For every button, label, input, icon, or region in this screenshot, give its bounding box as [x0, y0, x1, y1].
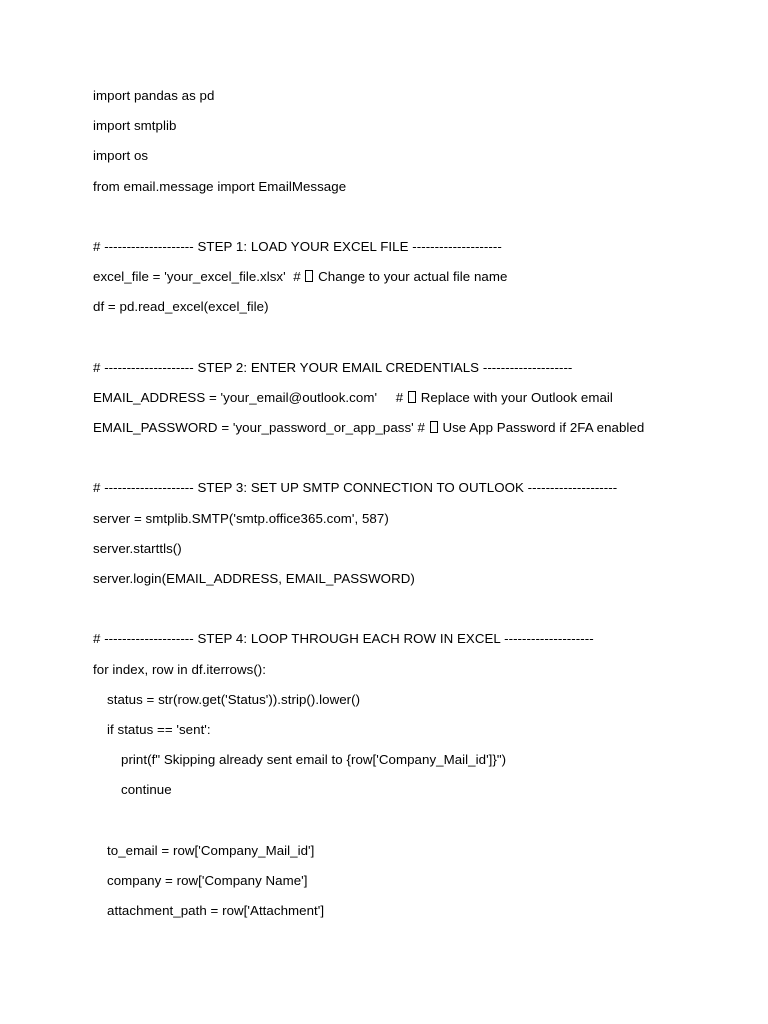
code-line: from email.message import EmailMessage: [93, 178, 347, 194]
code-line: continue: [121, 782, 172, 798]
code-comment-text: Use App Password if 2FA enabled: [438, 420, 645, 436]
blank-line: [93, 599, 733, 629]
code-line: if status == 'sent':: [107, 721, 211, 737]
code-line: import pandas as pd: [93, 88, 215, 103]
code-text: EMAIL_ADDRESS = 'your_email@outlook.com' #: [93, 389, 407, 405]
blank-line: [93, 328, 733, 358]
code-line: attachment_path = row['Attachment']: [107, 903, 325, 919]
code-line: server = smtplib.SMTP('smtp.office365.com', 587): [93, 510, 389, 526]
missing-emoji-glyph-icon: [430, 421, 438, 433]
code-comment-text: Change to your actual file name: [314, 269, 508, 285]
code-line: server.login(EMAIL_ADDRESS, EMAIL_PASSWORD): [93, 571, 415, 586]
section-comment-step-4: # -------------------- STEP 4: LOOP THROUGH EACH ROW IN EXCEL --------------------: [93, 631, 594, 647]
section-comment-step-1: # -------------------- STEP 1: LOAD YOUR EXCEL FILE --------------------: [93, 238, 502, 254]
code-line: for index, row in df.iterrows():: [93, 661, 267, 677]
missing-emoji-glyph-icon: [305, 270, 313, 282]
missing-emoji-glyph-icon: [408, 391, 416, 403]
code-line: print(f" Skipping already sent email to {row['Company_Mail_id']}"): [121, 752, 507, 768]
blank-line: [93, 448, 733, 478]
code-text: excel_file = 'your_excel_file.xlsx' #: [93, 269, 305, 285]
code-line: [93, 388, 733, 418]
code-line: import os: [93, 148, 149, 164]
blank-line: [93, 207, 733, 237]
code-line: df = pd.read_excel(excel_file): [93, 299, 269, 315]
code-line: server.starttls(): [93, 540, 182, 556]
section-comment-step-2: # -------------------- STEP 2: ENTER YOUR EMAIL CREDENTIALS --------------------: [93, 359, 573, 375]
code-comment-text: Replace with your Outlook email: [416, 389, 613, 405]
code-line: import smtplib: [93, 118, 177, 134]
section-comment-step-3: # -------------------- STEP 3: SET UP SMTP CONNECTION TO OUTLOOK --------------------: [93, 480, 618, 496]
code-line: company = row['Company Name']: [107, 872, 308, 888]
code-line: status = str(row.get('Status')).strip().lower(): [107, 691, 361, 707]
code-text: EMAIL_PASSWORD = 'your_password_or_app_pass' #: [93, 420, 429, 436]
code-listing: [93, 86, 733, 931]
code-line: to_email = row['Company_Mail_id']: [107, 842, 315, 858]
blank-line: [93, 811, 733, 841]
code-line: [93, 418, 733, 448]
code-line: [93, 267, 733, 297]
